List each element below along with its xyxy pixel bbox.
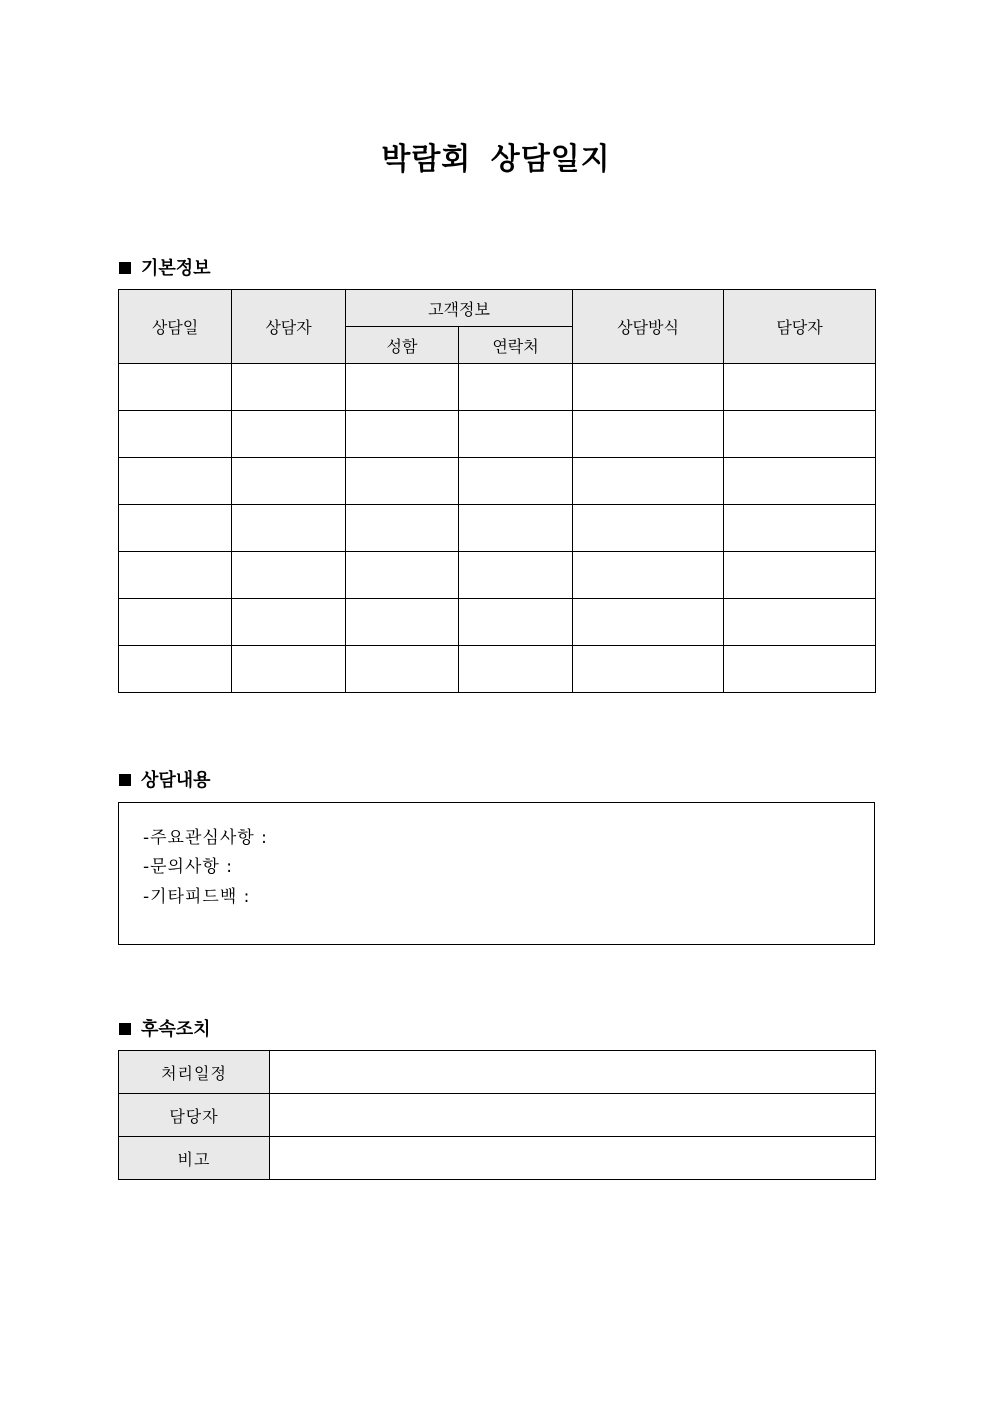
table-cell[interactable] <box>459 458 573 505</box>
table-cell[interactable] <box>724 505 876 552</box>
table-cell[interactable] <box>459 505 573 552</box>
content-line-feedback: -기타피드백 : <box>143 887 251 907</box>
table-cell[interactable] <box>724 364 876 411</box>
section-heading-followup-label: 후속조치 <box>141 1019 211 1040</box>
table-cell[interactable] <box>346 364 459 411</box>
table-cell[interactable] <box>573 552 724 599</box>
section-heading-content <box>119 766 211 792</box>
section-heading-basic-label: 기본정보 <box>141 258 211 279</box>
table-row <box>119 411 876 458</box>
table-cell[interactable] <box>119 552 232 599</box>
table-cell[interactable] <box>573 599 724 646</box>
table-cell[interactable] <box>119 599 232 646</box>
table-cell[interactable] <box>346 646 459 693</box>
table-cell[interactable] <box>573 505 724 552</box>
table-cell[interactable] <box>232 364 346 411</box>
table-cell[interactable] <box>724 646 876 693</box>
followup-table <box>118 1050 876 1180</box>
table-row <box>119 505 876 552</box>
square-bullet-icon <box>119 1023 131 1035</box>
section-heading-followup <box>119 1015 211 1041</box>
table-cell[interactable] <box>459 599 573 646</box>
table-cell[interactable] <box>724 599 876 646</box>
table-cell[interactable] <box>346 411 459 458</box>
table-cell[interactable] <box>724 458 876 505</box>
header-name: 성함 <box>346 327 459 364</box>
table-cell[interactable] <box>459 646 573 693</box>
content-line-inquiries: -문의사항 : <box>143 857 233 877</box>
table-row <box>119 552 876 599</box>
table-cell[interactable] <box>232 505 346 552</box>
square-bullet-icon <box>119 774 131 786</box>
table-row <box>119 1137 876 1180</box>
header-customer-info: 고객정보 <box>346 290 573 327</box>
header-method: 상담방식 <box>573 290 724 364</box>
table-cell[interactable] <box>724 411 876 458</box>
table-cell[interactable] <box>119 411 232 458</box>
table-cell[interactable] <box>119 364 232 411</box>
table-cell[interactable] <box>724 552 876 599</box>
square-bullet-icon <box>119 262 131 274</box>
header-manager: 담당자 <box>724 290 876 364</box>
table-cell[interactable] <box>232 599 346 646</box>
table-row <box>119 364 876 411</box>
header-date: 상담일 <box>119 290 232 364</box>
followup-label-remarks: 비고 <box>119 1137 270 1180</box>
table-cell[interactable] <box>346 505 459 552</box>
table-cell[interactable] <box>573 364 724 411</box>
section-heading-content-label: 상담내용 <box>141 770 211 791</box>
table-cell[interactable] <box>573 411 724 458</box>
consultation-content-box[interactable] <box>118 802 875 945</box>
header-counselee: 상담자 <box>232 290 346 364</box>
table-cell[interactable] <box>346 552 459 599</box>
followup-value-manager[interactable] <box>270 1094 876 1137</box>
table-cell[interactable] <box>573 458 724 505</box>
table-cell[interactable] <box>459 552 573 599</box>
table-cell[interactable] <box>232 411 346 458</box>
table-row <box>119 1094 876 1137</box>
followup-value-schedule[interactable] <box>270 1051 876 1094</box>
table-row <box>119 599 876 646</box>
table-cell[interactable] <box>459 364 573 411</box>
table-cell[interactable] <box>346 599 459 646</box>
page-title: 박람회 상담일지 <box>381 142 611 177</box>
table-row <box>119 1051 876 1094</box>
table-cell[interactable] <box>119 458 232 505</box>
table-cell[interactable] <box>459 411 573 458</box>
section-heading-basic <box>119 254 211 280</box>
basic-info-table <box>118 289 876 693</box>
followup-value-remarks[interactable] <box>270 1137 876 1180</box>
table-cell[interactable] <box>119 646 232 693</box>
table-row <box>119 646 876 693</box>
table-cell[interactable] <box>232 458 346 505</box>
table-cell[interactable] <box>573 646 724 693</box>
table-cell[interactable] <box>232 552 346 599</box>
table-cell[interactable] <box>232 646 346 693</box>
header-contact: 연락처 <box>459 327 573 364</box>
table-cell[interactable] <box>119 505 232 552</box>
table-cell[interactable] <box>346 458 459 505</box>
followup-label-manager: 담당자 <box>119 1094 270 1137</box>
content-line-interests: -주요관심사항 : <box>143 828 268 848</box>
followup-label-schedule: 처리일정 <box>119 1051 270 1094</box>
table-row <box>119 458 876 505</box>
